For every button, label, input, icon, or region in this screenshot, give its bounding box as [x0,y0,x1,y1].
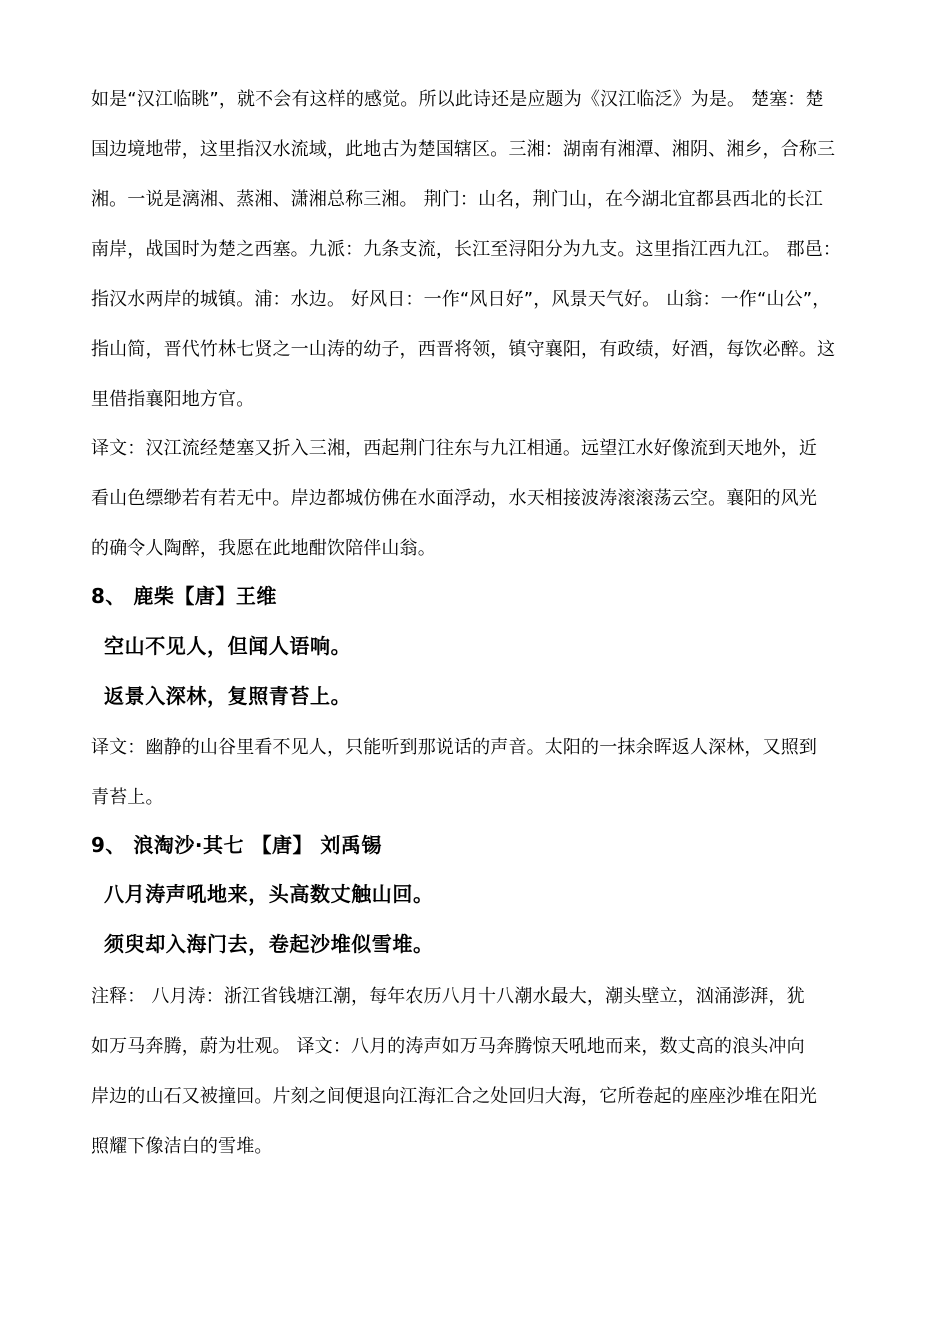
annotation-line-6: 指山简，晋代竹林七贤之一山涛的幼子，西晋将领，镇守襄阳，有政绩，好酒，每饮必醉。这 [91,339,836,360]
annotation-line-7: 里借指襄阳地方官。 [91,389,255,410]
translation-line-2: 看山色缥缈若有若无中。岸边都城仿佛在水面浮动，水天相接波涛滚滚荡云空。襄阳的风光 [91,488,817,509]
annotation-line-4: 南岸，战国时为楚之西塞。九派：九条支流，长江至浔阳分为九支。这里指江西九江。 郡邑： [91,239,842,260]
annotation-line-5: 指汉水两岸的城镇。浦：水边。 好风日：一作“风日好”，风景天气好。 山翁：一作“山公”， [91,289,831,310]
poem-8-verse-2: 返景入深林，复照青苔上。 [104,684,352,708]
poem-9-note-line-2: 如万马奔腾，蔚为壮观。 译文：八月的涛声如万马奔腾惊天吼地而来，数丈高的浪头冲向 [91,1036,805,1057]
poem-8-verse-1: 空山不见人，但闻人语响。 [104,634,352,658]
poem-8-heading: 8、 鹿柴【唐】王维 [91,584,277,608]
annotation-line-2: 国边境地带，这里指汉水流域，此地古为楚国辖区。三湘：湖南有湘潭、湘阴、湘乡，合称三 [91,139,836,160]
poem-9-note-line-4: 照耀下像洁白的雪堆。 [91,1136,273,1157]
poem-8-translation-line-2: 青苔上。 [91,787,164,808]
poem-8-translation-line-1: 译文：幽静的山谷里看不见人，只能听到那说话的声音。太阳的一抹余晖返人深林，又照到 [91,737,817,758]
translation-line-1: 译文：汉江流经楚塞又折入三湘，西起荆门往东与九江相通。远望江水好像流到天地外，近 [91,438,817,459]
translation-line-3: 的确令人陶醉，我愿在此地酣饮陪伴山翁。 [91,538,436,559]
annotation-line-1: 如是“汉江临眺”，就不会有这样的感觉。所以此诗还是应题为《汉江临泛》为是。 楚塞：楚 [91,89,824,110]
poem-9-note-line-3: 岸边的山石又被撞回。片刻之间便退向江海汇合之处回归大海，它所卷起的座座沙堆在阳光 [91,1086,817,1107]
poem-9-note-line-1: 注释： 八月涛：浙江省钱塘江潮，每年农历八月十八潮水最大，潮头壁立，汹涌澎湃，犹 [91,986,805,1007]
poem-9-verse-2: 须臾却入海门去，卷起沙堆似雪堆。 [104,932,434,956]
annotation-line-3: 湘。一说是漓湘、蒸湘、潇湘总称三湘。 荆门：山名，荆门山，在今湖北宜都县西北的长江 [91,189,823,210]
poem-9-heading: 9、 浪淘沙·其七 【唐】 刘禹锡 [91,833,382,857]
poem-9-verse-1: 八月涛声吼地来，头高数丈触山回。 [104,882,434,906]
